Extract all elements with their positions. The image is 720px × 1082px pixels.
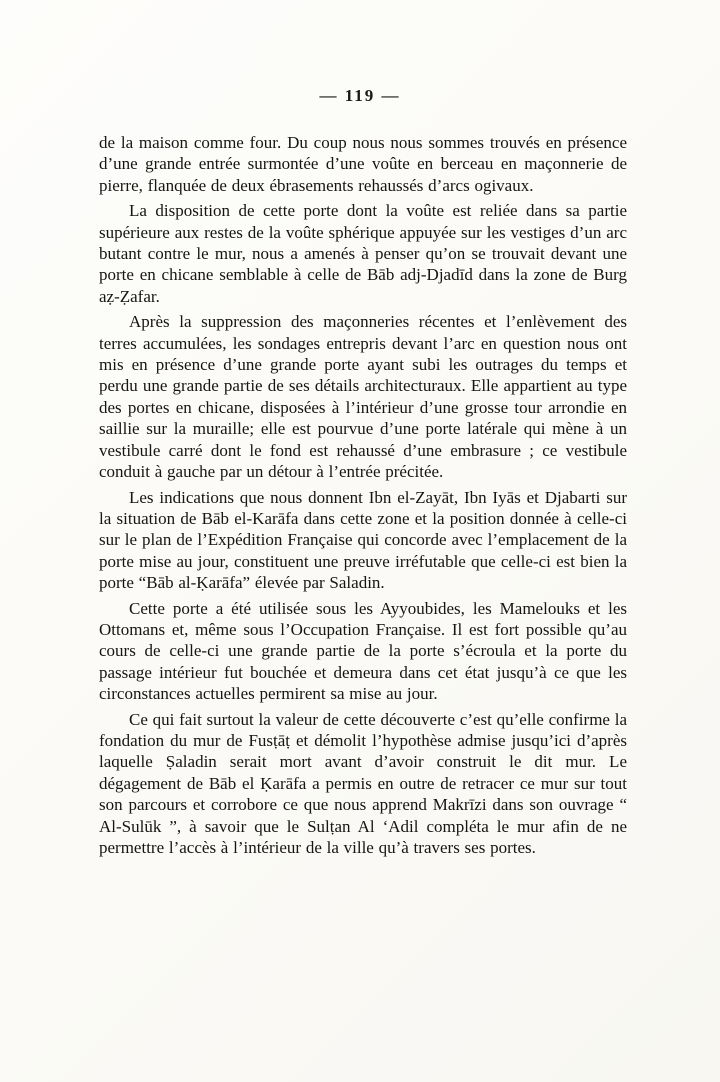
body-text [99,132,627,862]
paragraph: Les indications que nous donnent Ibn el-Zayāt, Ibn Iyās et Djabarti sur la situation de Bāb el-Karāfa dans cette zone et la position donnée à celle-ci sur le plan de l’Expédition Française qui concorde avec l’emplacement de la porte mise au jour, constituent une preuve irréfutable que celle-ci est bien la porte “Bāb al-Ḳarāfa” élevée par Saladin. [99,487,627,593]
paragraph: Cette porte a été utilisée sous les Ayyoubides, les Mamelouks et les Ottomans et, même sous l’Occupation Française. Il est fort possible qu’au cours de celle-ci une grande partie de la porte s’écroula et la porte du passage intérieur fut bouchée et demeura dans cet état jusqu’à ce que les circonstances actuelles permirent sa mise au jour. [99,598,627,704]
paragraph: La disposition de cette porte dont la voûte est reliée dans sa partie supérieure aux restes de la voûte sphérique appuyée sur les vestiges d’un arc butant contre le mur, nous a amenés à penser qu’on se trouvait devant une porte en chicane semblable à celle de Bāb adj-Djadīd dans la zone de Burg aẓ-Ẓafar. [99,201,627,306]
paragraph: Après la suppression des maçonneries récentes et l’enlèvement des terres accumulées, les sondages entrepris devant l’arc en question nous ont mis en présence d’une grande porte ayant subi les outrages du temps et perdu une grande partie de ses détails architecturaux. Elle appartient au type des portes en chicane, disposées à l’intérieur d’une grosse tour arrondie en saillie sur la muraille; elle est pourvue d’une porte latérale qui mène à un vestibule carré dont le fond est rehaussé d’une embrasure ; ce vestibule conduit à gauche par un détour à l’entrée précitée. [99,312,627,482]
paragraph-continuation: de la maison comme four. Du coup nous nous sommes trouvés en présence d’une grande entrée surmontée d’une voûte en berceau en maçonnerie de pierre, flanquée de deux ébrasements rehaussés d’arcs ogivaux. [99,133,627,195]
paragraph: Ce qui fait surtout la valeur de cette découverte c’est qu’elle confirme la fondation du mur de Fusṭāṭ et démolit l’hypothèse admise jusqu’ici d’après laquelle Ṣaladin serait mort avant d’avoir construit le dit mur. Le dégagement de Bāb el Ḳarāfa a permis en outre de retracer ce mur sur tout son parcours et corrobore ce que nous apprend Makrīzi dans son ouvrage “ Al-Sulūk ”, à savoir que le Sulṭan Al ‘Adil compléta le mur afin de ne permettre l’accès à l’intérieur de la ville qu’à travers ses portes. [99,709,627,857]
page-number: — 119 — [319,86,401,105]
